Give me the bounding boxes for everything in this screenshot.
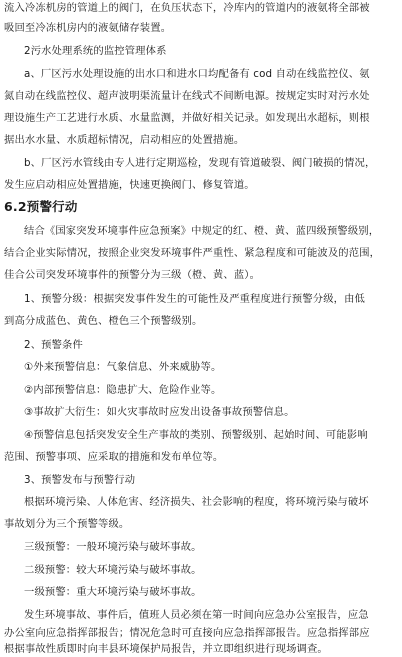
- paragraph-line: 发生应启动相应处置措施，快速更换阀门、修复管道。: [4, 179, 255, 191]
- paragraph-line: 结合《国家突发环境事件应急预案》中规定的红、橙、黄、蓝四级预警级别，: [24, 225, 380, 237]
- list-item: ③事故扩大衍生：如火灾事故时应发出设备事故预警信息。: [24, 406, 295, 418]
- list-item: ②内部预警信息：隐患扩大、危险作业等。: [24, 384, 222, 396]
- paragraph-line: 根据事故性质即时向丰县环境保护局报告，并立即组织进行现场调查。: [4, 643, 328, 655]
- paragraph-line: 结合企业实际情况，按照企业突发环境事件严重性、紧急程度和可能波及的范围，: [4, 247, 381, 259]
- paragraph-line: 吸回至冷冻机房内的液氨储存装置。: [4, 22, 172, 34]
- list-item: 三级预警：一般环境污染与破坏事故。: [24, 541, 202, 553]
- list-item: ④预警信息包括突发安全生产事故的类别、预警级别、起始时间、可能影响: [24, 429, 368, 441]
- paragraph-line: a、厂区污水处理设施的出水口和进水口均配备有 cod 自动在线监控仪、氨: [24, 68, 370, 80]
- paragraph-line: 1、预警分级：根据突发事件发生的可能性及严重程度进行预警分级，由低: [24, 293, 365, 305]
- section-heading: 6.2预警行动: [4, 199, 78, 214]
- list-item: 一级预警：重大环境污染与破坏事故。: [24, 586, 202, 598]
- paragraph-line: 发生环境事故、事件后，值班人员必须在第一时间向应急办公室报告，应急: [24, 609, 369, 621]
- list-heading: 3、预警发布与预警行动: [24, 474, 136, 486]
- list-item: 二级预警：较大环境污染与破坏事故。: [24, 564, 202, 576]
- paragraph-line: 事故划分为三个预警等级。: [4, 518, 130, 530]
- paragraph-line: 流入冷冻机房的管道上的阀门，在负压状态下，冷库内的管道内的液氨将全部被: [4, 2, 370, 14]
- paragraph-line: 办公室向应急指挥部报告；情况危急时可直接向应急指挥部报告。应急指挥部应: [4, 627, 370, 639]
- section-subheading: 2污水处理系统的监控管理体系: [24, 45, 167, 57]
- paragraph-line: 佳合公司突发环境事件的预警分为三级（橙、黄、蓝）。: [4, 269, 261, 281]
- list-heading: 2、预警条件: [24, 339, 83, 351]
- paragraph-line: 根据环境污染、人体危害、经济损失、社会影响的程度，将环境污染与破坏: [24, 496, 369, 508]
- paragraph-line: 范围、预警事项、应采取的措施和发布单位等。: [4, 451, 224, 463]
- paragraph-line: 理设施生产工艺进行水质、水量监测，并做好相关记录。如发现出水超标，则根: [4, 112, 370, 124]
- paragraph-line: 氮自动在线监控仪、超声波明渠流量计在线式不间断电源。按规定实时对污水处: [4, 90, 370, 102]
- list-item: ①外来预警信息：气象信息、外来威胁等。: [24, 361, 222, 373]
- paragraph-line: 据出水水量、水质超标情况，启动相应的处置措施。: [4, 134, 245, 146]
- paragraph-line: 到高分成蓝色、黄色、橙色三个预警级别。: [4, 315, 203, 327]
- paragraph-line: b、厂区污水管线由专人进行定期巡检，发现有管道破裂、阀门破损的情况，: [24, 157, 376, 169]
